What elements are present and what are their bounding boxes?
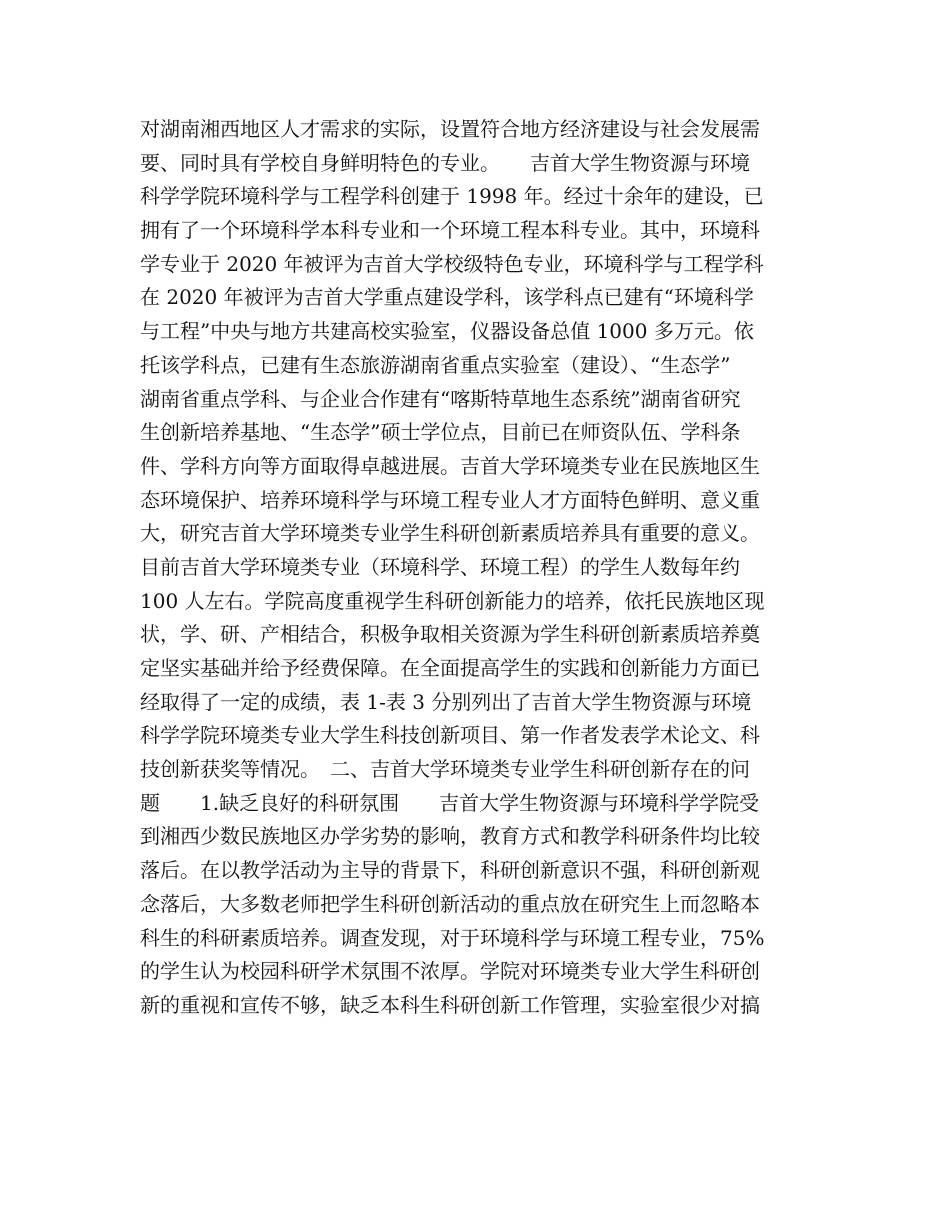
text-line: 100 人左右。学院高度重视学生科研创新能力的培养，依托民族地区现 — [140, 588, 765, 613]
text-line: 定坚实基础并给予经费保障。在全面提高学生的实践和创新能力方面已 — [140, 656, 760, 680]
text-line: 到湘西少数民族地区办学劣势的影响，教育方式和教学科研条件均比较 — [140, 824, 760, 849]
text-line: 落后。在以教学活动为主导的背景下，科研创新意识不强，科研创新观 — [140, 858, 760, 883]
text-line: 要、同时具有学校自身鲜明特色的专业。 吉首大学生物资源与环境 — [140, 150, 750, 175]
text-line: 念落后，大多数老师把学生科研创新活动的重点放在研究生上而忽略本 — [140, 891, 760, 916]
text-line: 科生的科研素质培养。调查发现，对于环境科学与环境工程专业，75% — [140, 925, 765, 950]
text-line: 件、学科方向等方面取得卓越进展。吉首大学环境类专业在民族地区生 — [140, 453, 760, 478]
text-line: 科学学院环境类专业大学生科技创新项目、第一作者发表学术论文、科 — [140, 723, 760, 748]
text-line: 科学学院环境科学与工程学科创建于 1998 年。经过十余年的建设，已 — [140, 184, 764, 209]
text-line: 生创新培养基地、“生态学”硕士学位点，目前已在师资队伍、学科条 — [140, 420, 741, 445]
text-line: 经取得了一定的成绩，表 1-表 3 分别列出了吉首大学生物资源与环境 — [140, 689, 752, 714]
text-line: 目前吉首大学环境类专业（环境科学、环境工程）的学生人数每年约 — [140, 554, 740, 579]
text-line: 态环境保护、培养环境科学与环境工程专业人才方面特色鲜明、意义重 — [140, 487, 760, 512]
text-line: 大，研究吉首大学环境类专业学生科研创新素质培养具有重要的意义。 — [140, 521, 760, 546]
text-line: 技创新获奖等情况。 二、吉首大学环境类专业学生科研创新存在的问 — [140, 757, 750, 782]
text-line: 在 2020 年被评为吉首大学重点建设学科，该学科点已建有“环境科学 — [140, 285, 754, 310]
body-text — [140, 113, 820, 1023]
text-line: 对湖南湘西地区人才需求的实际，设置符合地方经济建设与社会发展需 — [140, 117, 760, 141]
text-line: 与工程”中央与地方共建高校实验室，仪器设备总值 1000 多万元。依 — [140, 319, 754, 344]
text-line: 拥有了一个环境科学本科专业和一个环境工程本科专业。其中，环境科 — [140, 218, 760, 243]
text-line: 状，学、研、产相结合，积极争取相关资源为学生科研创新素质培养奠 — [140, 622, 760, 647]
text-line: 题 1.缺乏良好的科研氛围 吉首大学生物资源与环境科学学院受 — [140, 790, 760, 815]
text-line: 湖南省重点学科、与企业合作建有“喀斯特草地生态系统”湖南省研究 — [140, 386, 741, 411]
text-line: 的学生认为校园科研学术氛围不浓厚。学院对环境类专业大学生科研创 — [140, 959, 760, 984]
text-line: 学专业于 2020 年被评为吉首大学校级特色专业，环境科学与工程学科 — [140, 251, 764, 276]
text-line: 新的重视和宣传不够，缺乏本科生科研创新工作管理，实验室很少对搞 — [140, 992, 760, 1017]
text-line: 托该学科点，已建有生态旅游湖南省重点实验室（建设）、“生态学” — [140, 352, 731, 377]
